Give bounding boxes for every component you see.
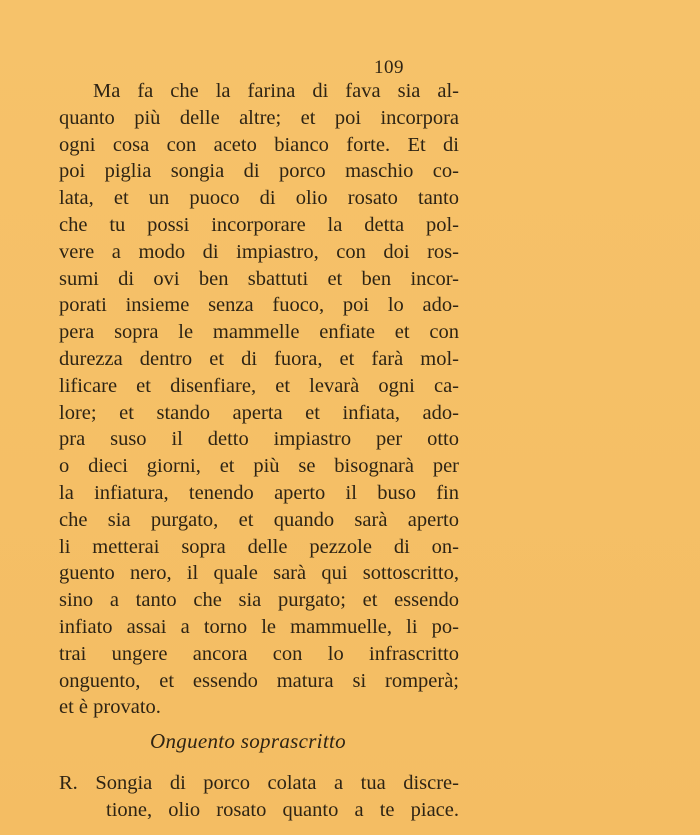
recipe-line: R. Songia di porco colata a tua discre- — [59, 772, 459, 794]
text-line: sino a tanto che sia purgato; et essendo — [59, 589, 459, 612]
text-line: che sia purgato, et quando sarà aperto — [59, 508, 459, 531]
text-line: ogni cosa con aceto bianco forte. Et di — [59, 133, 459, 156]
text-line: Ma fa che la farina di fava sia al- — [93, 80, 459, 102]
text-line: lore; et stando aperta et infiata, ado- — [59, 401, 459, 424]
text-line: porati insieme senza fuoco, poi lo ado- — [59, 294, 459, 317]
text-line: poi piglia songia di porco maschio co- — [59, 160, 459, 183]
text-line: trai ungere ancora con lo infrascritto — [59, 642, 459, 665]
text-line: lificare et disenfiare, et levarà ogni ca- — [59, 374, 459, 397]
section-heading: Onguento soprascritto — [150, 729, 346, 753]
text-line: lata, et un puoco di olio rosato tanto — [59, 187, 459, 210]
main-paragraph — [59, 78, 459, 721]
text-line: quanto più delle altre; et poi incorpora — [59, 106, 459, 129]
text-line: sumi di ovi ben sbattuti et ben incor- — [59, 267, 459, 290]
text-line: la infiatura, tenendo aperto il buso fin — [59, 481, 459, 504]
text-line: o dieci giorni, et più se bisognarà per — [59, 455, 459, 478]
text-line: et è provato. — [59, 696, 161, 719]
text-line: infiato assai a torno le mammuelle, li po- — [59, 615, 459, 638]
text-line: che tu possi incorporare la detta pol- — [59, 213, 459, 236]
text-line: guento nero, il quale sarà qui sottoscritto, — [59, 562, 459, 585]
recipe-paragraph — [59, 770, 459, 824]
text-line: pra suso il detto impiastro per otto — [59, 428, 459, 451]
text-line: durezza dentro et di fuora, et farà mol- — [59, 347, 459, 370]
text-line: onguento, et essendo matura si romperà; — [59, 669, 459, 692]
text-line: pera sopra le mammelle enfiate et con — [59, 321, 459, 344]
page-number: 109 — [374, 57, 404, 78]
recipe-line: tione, olio rosato quanto a te piace. — [106, 798, 459, 821]
text-line: vere a modo di impiastro, con doi ros- — [59, 240, 459, 263]
text-line: li metterai sopra delle pezzole di on- — [59, 535, 459, 558]
